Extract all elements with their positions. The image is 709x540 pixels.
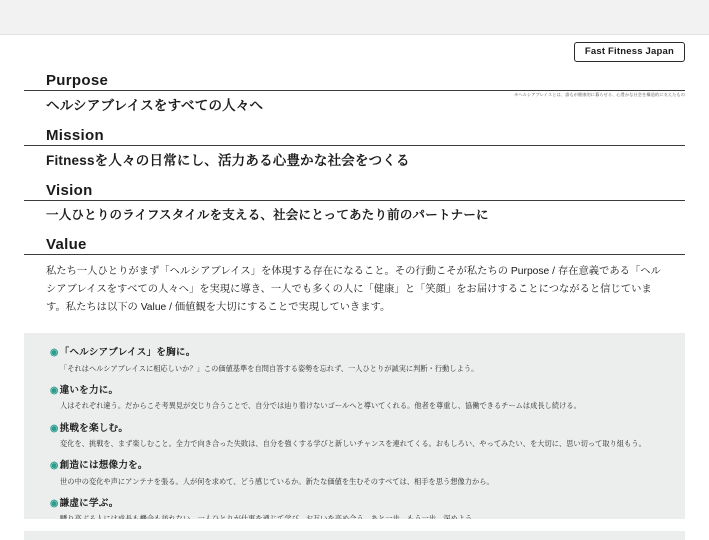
- section-value: [24, 236, 685, 329]
- brand-logo-box: Fast Fitness Japan: [574, 42, 685, 62]
- value-item-title: 謙虚に学ぶ。: [59, 497, 119, 509]
- bottom-band: [0, 519, 709, 531]
- mission-body: Fitnessを人々の日常にし、活力ある心豊かな社会をつくる: [46, 153, 410, 169]
- value-bullet-icon: ◉: [50, 384, 59, 396]
- purpose-label: Purpose: [46, 72, 109, 89]
- value-item-text: 人はそれぞれ違う。だからこそ考異見が交じり合うことで、自分では辿り着けないゴールへと導いてくれる。他者を尊重し、協働できるチームは成長し続ける。: [60, 401, 581, 411]
- value-item-title: 違いを力に。: [59, 384, 119, 396]
- value-item-text: 変化を、挑戦を、まず楽しむこと。全力で向き合った失敗は、自分を強くする学びと新しいチャンスを連れてくる。おもしろい、やってみたい、を大切に、思い切って取り組もう。: [60, 439, 646, 449]
- vision-label: Vision: [46, 182, 93, 200]
- value-paragraph: 私たち一人ひとりがまず「ヘルシアブレイス」を体現する存在になること。その行動こそが私たちの Purpose / 存在意義である「ヘルシアブレイスをすべての人々へ」を実現に導き、一人でも多くの人に「健康」と「笑顔」をお届けすることにつながると信じています。私たちは以下の Value / 価値観を大切にすることで実現していきます。: [46, 266, 661, 314]
- mission-label: Mission: [46, 127, 104, 145]
- document-content: [0, 72, 709, 540]
- value-item-title: 挑戦を楽しむ。: [59, 422, 129, 434]
- section-purpose: [24, 72, 685, 127]
- value-bullet-icon: ◉: [50, 497, 59, 509]
- value-item: [50, 385, 663, 412]
- top-band: [0, 0, 709, 35]
- value-item-head: [50, 385, 663, 397]
- value-bullet-icon: ◉: [50, 422, 59, 434]
- mission-divider: [24, 145, 685, 146]
- value-divider: [24, 254, 685, 255]
- value-item-head: [50, 347, 663, 359]
- value-item-head: [50, 460, 663, 472]
- value-item-head: [50, 498, 663, 510]
- section-mission: [24, 127, 685, 182]
- value-bullet-icon: ◉: [50, 460, 59, 472]
- vision-divider: [24, 200, 685, 201]
- value-item-text: 世の中の変化や声にアンテナを張る。人が何を求めて、どう感じているか。新たな価値を生むそのすべては、相手を思う想像力から。: [60, 476, 494, 486]
- value-item-text: 「それはヘルシアブレイスに相応しいか？」この価値基準を自問自答する姿勢を忘れず、一人ひとりが誠実に判断・行動しよう。: [60, 363, 479, 373]
- brand-row: [445, 42, 685, 62]
- value-bullet-icon: ◉: [50, 347, 59, 359]
- vision-body: 一人ひとりのライフスタイルを支える、社会にとってあたり前のパートナーに: [46, 208, 489, 223]
- value-item: [50, 460, 663, 487]
- value-item: [50, 347, 663, 374]
- value-list-box: [24, 333, 685, 540]
- section-vision: [24, 182, 685, 236]
- value-item-title: 「ヘルシアブレイス」を胸に。: [59, 347, 196, 359]
- purpose-body: ヘルシアブレイスをすべての人々へ: [46, 98, 264, 113]
- purpose-footnote: ※ヘルシアブレイスとは、誰もが健康的に暮らせる、心豊かな社会を構造的に支えたもの: [514, 92, 685, 97]
- value-item-title: 創造には想像力を。: [59, 460, 148, 472]
- value-item: [50, 423, 663, 450]
- value-item-head: [50, 423, 663, 435]
- purpose-divider: [24, 90, 685, 91]
- value-label: Value: [46, 236, 87, 254]
